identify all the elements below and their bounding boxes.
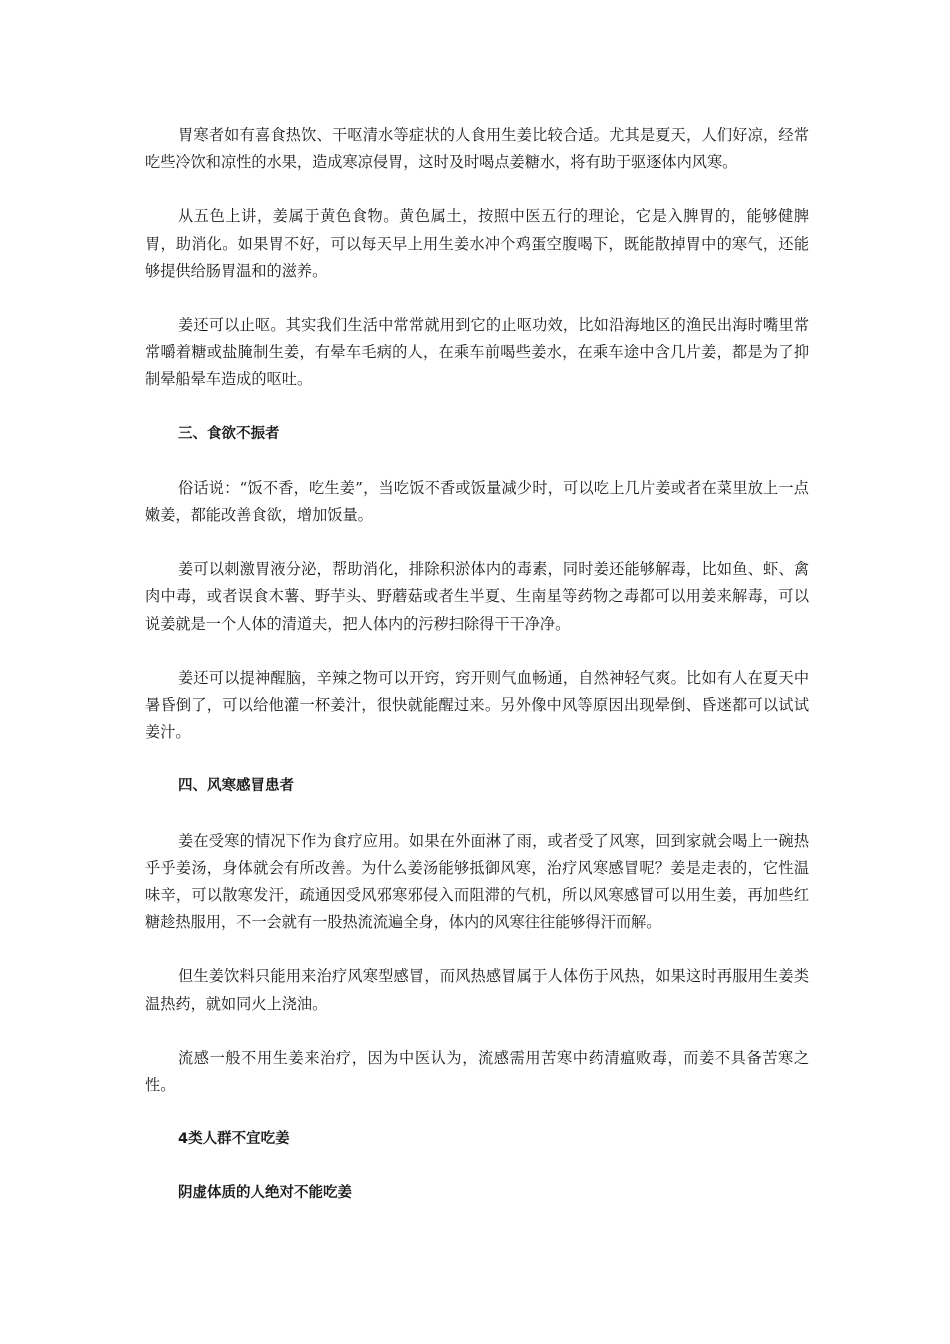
spacer: [145, 285, 809, 312]
spacer: [145, 1099, 809, 1126]
paragraph-proverb: 俗话说：“饭不香，吃生姜”，当吃饭不香或饭量减少时，可以吃上几片姜或者在菜里放上一点嫩姜，都能改善食欲，增加饭量。: [145, 478, 809, 525]
spacer: [145, 529, 809, 556]
spacer: [145, 448, 809, 475]
section-heading-appetite: 三、食欲不振者: [178, 425, 280, 442]
spacer: [145, 746, 809, 773]
paragraph-stomach-cold: 胃寒者如有喜食热饮、干呕清水等症状的人食用生姜比较合适。尤其是夏天，人们好凉，经常吃些冷饮和凉性的水果，造成寒凉侵胃，这时及时喝点姜糖水，将有助于驱逐体内风寒。: [145, 126, 809, 172]
paragraph-flu: 流感一般不用生姜来治疗，因为中医认为，流感需用苦寒中药清瘟败毒，而姜不具备苦寒之性。: [145, 1048, 809, 1095]
spacer: [145, 176, 809, 203]
paragraph-detox: 姜可以刺激胃液分泌，帮助消化，排除积淤体内的毒素，同时姜还能够解毒，比如鱼、虾、禽肉中毒，或者误食木薯、野芋头、野蘑菇或者生半夏、生南星等药物之毒都可以用姜来解毒，可以说姜就是一个人体的清道夫，把人体内的污秽扫除得干干净净。: [145, 560, 809, 633]
spacer: [145, 394, 809, 421]
section-heading-not-suitable: 4类人群不宜吃姜: [178, 1131, 290, 1148]
spacer: [145, 801, 809, 828]
paragraph-ginger-soup: 姜在受寒的情况下作为食疗应用。如果在外面淋了雨，或者受了风寒，回到家就会喝上一碗热乎乎姜汤，身体就会有所改善。为什么姜汤能够抵御风寒，治疗风寒感冒呢？姜是走表的，它性温味辛，可以散寒发汗，疏通因受风邪寒邪侵入而阻滞的气机，所以风寒感冒可以用生姜，再加些红糖趁热服用，不一会就有一股热流流遍全身，体内的风寒往往能够得汗而解。: [145, 831, 809, 932]
paragraph-refresh: 姜还可以提神醒脑，辛辣之物可以开窍，窍开则气血畅通，自然神轻气爽。比如有人在夏天中暑昏倒了，可以给他灌一杯姜汁，很快就能醒过来。另外像中风等原因出现晕倒、昏迷都可以试试姜汁。: [145, 668, 809, 742]
paragraph-five-colors: 从五色上讲，姜属于黄色食物。黄色属土，按照中医五行的理论，它是入脾胃的，能够健脾胃，助消化。如果胃不好，可以每天早上用生姜水冲个鸡蛋空腹喝下，既能散掉胃中的寒气，还能够提供给肠胃温和的滋养。: [145, 207, 809, 280]
spacer: [145, 936, 809, 963]
paragraph-wind-heat: 但生姜饮料只能用来治疗风寒型感冒，而风热感冒属于人体伤于风热，如果这时再服用生姜类温热药，就如同火上浇油。: [145, 967, 809, 1013]
section-heading-cold: 四、风寒感冒患者: [178, 778, 294, 795]
spacer: [145, 1153, 809, 1180]
section-heading-yin-deficiency: 阴虚体质的人绝对不能吃姜: [178, 1185, 352, 1202]
spacer: [145, 1018, 809, 1045]
document-page: [145, 122, 809, 1208]
spacer: [145, 638, 809, 665]
paragraph-anti-vomit: 姜还可以止呕。其实我们生活中常常就用到它的止呕功效，比如沿海地区的渔民出海时嘴里常常嚼着糖或盐腌制生姜，有晕车毛病的人，在乘车前喝些姜水，在乘车途中含几片姜，都是为了抑制晕船晕车造成的呕吐。: [145, 316, 809, 389]
